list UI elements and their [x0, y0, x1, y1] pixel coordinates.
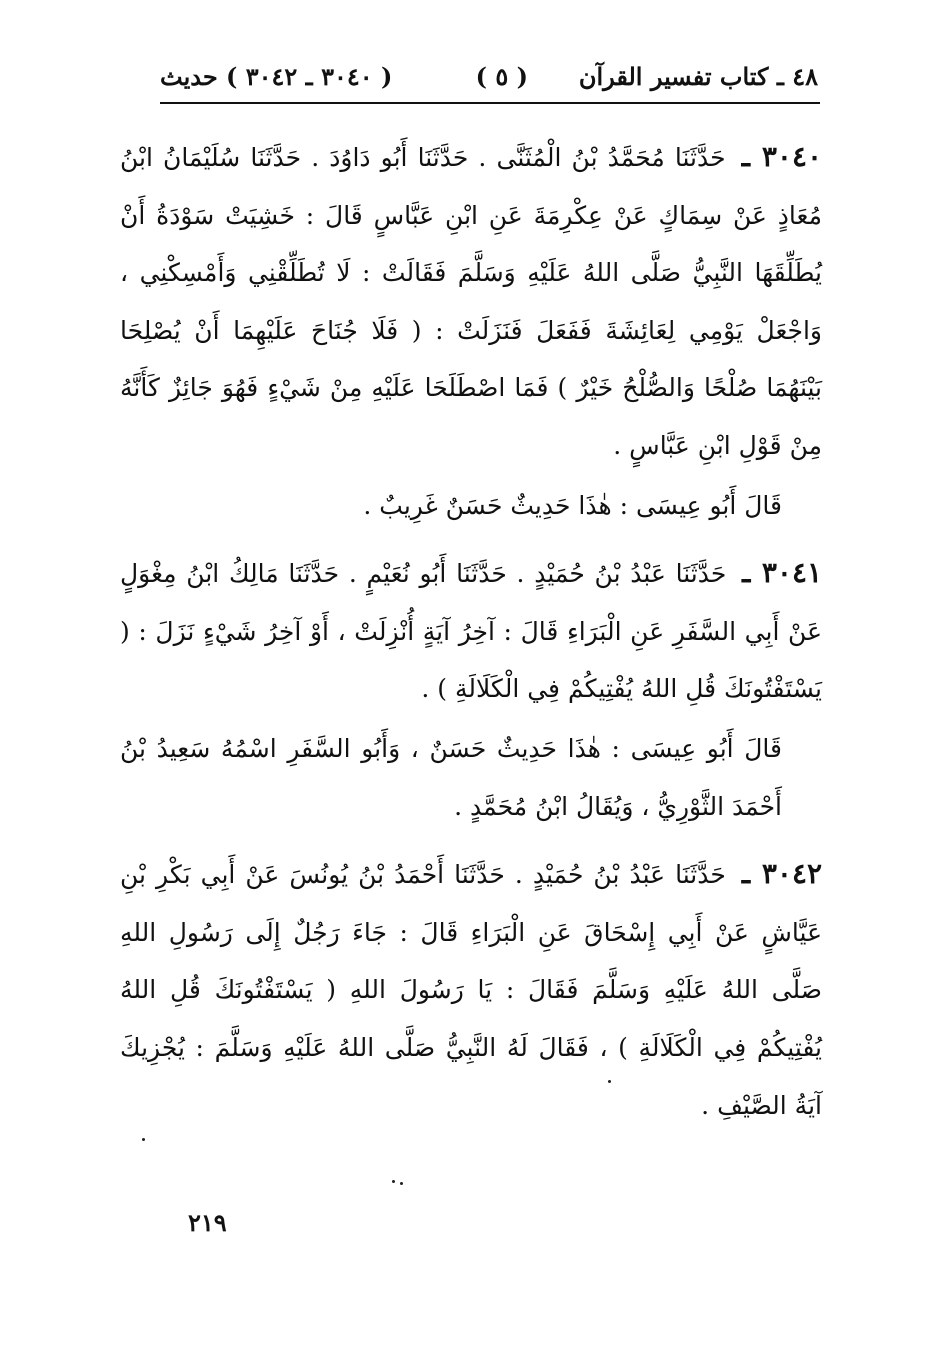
page-number: ٢١٩: [188, 1208, 227, 1237]
hadith-3042: [120, 845, 822, 1134]
hadith-text: حَدَّثَنَا مُحَمَّدُ بْنُ الْمُثَنَّى . حَدَّثَنَا أَبُو دَاوُدَ . حَدَّثَنَا سُلَيْمَانُ ابْنُ مُعَاذٍ عَنْ سِمَاكٍ عَنْ عِكْرِمَةَ عَنِ ابْنِ عَبَّاسٍ قَالَ : خَشِيَتْ سَوْدَةُ أَنْ يُطَلِّقَهَا النَّبِيُّ صَلَّى اللهُ عَلَيْهِ وَسَلَّمَ فَقَالَتْ : لَا تُطَلِّقْنِي وَأَمْسِكْنِي ، وَاجْعَلْ يَوْمِي لِعَائِشَةَ فَفَعَلَ فَنَزَلَتْ : ( فَلَا جُنَاحَ عَلَيْهِمَا أَنْ يُصْلِحَا بَيْنَهُمَا صُلْحًا وَالصُّلْحُ خَيْرٌ ) فَمَا اصْطَلَحَا عَلَيْهِ مِنْ شَيْءٍ فَهُوَ جَائِزٌ كَأَنَّهُ مِنْ قَوْلِ ابْنِ عَبَّاسٍ .: [120, 143, 823, 460]
hadith-range: ( ٣٠٤٠ ـ ٣٠٤٢ ) حديث: [160, 62, 393, 91]
hadith-3040: [120, 128, 822, 475]
hadith-text: حَدَّثَنَا عَبْدُ بْنُ حُمَيْدٍ . حَدَّثَنَا أَحْمَدُ بْنُ يُونُسَ عَنْ أَبِي بَكْرِ بْنِ عَيَّاشٍ عَنْ أَبِي إِسْحَاقَ عَنِ الْبَرَاءِ قَالَ : جَاءَ رَجُلٌ إِلَى رَسُولِ اللهِ صَلَّى اللهُ عَلَيْهِ وَسَلَّمَ فَقَالَ : يَا رَسُولَ اللهِ ( يَسْتَفْتُونَكَ قُلِ اللهُ يُفْتِيكُمْ فِي الْكَلَالَةِ ) ، فَقَالَ لَهُ النَّبِيُّ صَلَّى اللهُ عَلَيْهِ وَسَلَّمَ : يُجْزِيكَ آيَةُ الصَّيْفِ .: [120, 860, 822, 1120]
hadith-number: ٣٠٤٢ ـ: [741, 857, 823, 891]
commentary-text: قَالَ أَبُو عِيسَى : هٰذَا حَدِيثٌ حَسَنٌ غَرِيبٌ .: [363, 490, 782, 520]
scan-speck: [400, 1182, 403, 1185]
body-text: [120, 128, 822, 1134]
hadith-text: حَدَّثَنَا عَبْدُ بْنُ حُمَيْدٍ . حَدَّثَنَا أَبُو نُعَيْمٍ . حَدَّثَنَا مَالِكُ ابْنُ مِغْوَلٍ عَنْ أَبِي السَّفَرِ عَنِ الْبَرَاءِ قَالَ : آخِرُ آيَةٍ أُنْزِلَتْ ، أَوْ آخِرُ شَيْءٍ نَزَلَ : ( يَسْتَفْتُونَكَ قُلِ اللهُ يُفْتِيكُمْ فِي الْكَلَالَةِ ) .: [120, 559, 822, 704]
hadith-3041: [120, 544, 822, 718]
section-number: ( ٥ ): [475, 62, 528, 91]
scan-speck: [392, 1180, 395, 1183]
commentary-3040: [120, 477, 822, 535]
hadith-number: ٣٠٤١ ـ: [742, 556, 823, 590]
hadith-number: ٣٠٤٠ ـ: [741, 140, 823, 173]
scan-speck: [142, 1138, 145, 1141]
chapter-title: ٤٨ ـ كتاب تفسير القرآن: [578, 62, 818, 91]
header-rule: [160, 102, 820, 104]
scan-speck: [608, 1080, 611, 1083]
commentary-text: قَالَ أَبُو عِيسَى : هٰذَا حَدِيثٌ حَسَنٌ ، وَأَبُو السَّفَرِ اسْمُهُ سَعِيدُ بْنُ أَحْمَدَ الثَّوْرِيُّ ، وَيُقَالُ ابْنُ مُحَمَّدٍ .: [120, 733, 782, 821]
running-head: [160, 56, 818, 100]
commentary-3041: [120, 720, 822, 835]
